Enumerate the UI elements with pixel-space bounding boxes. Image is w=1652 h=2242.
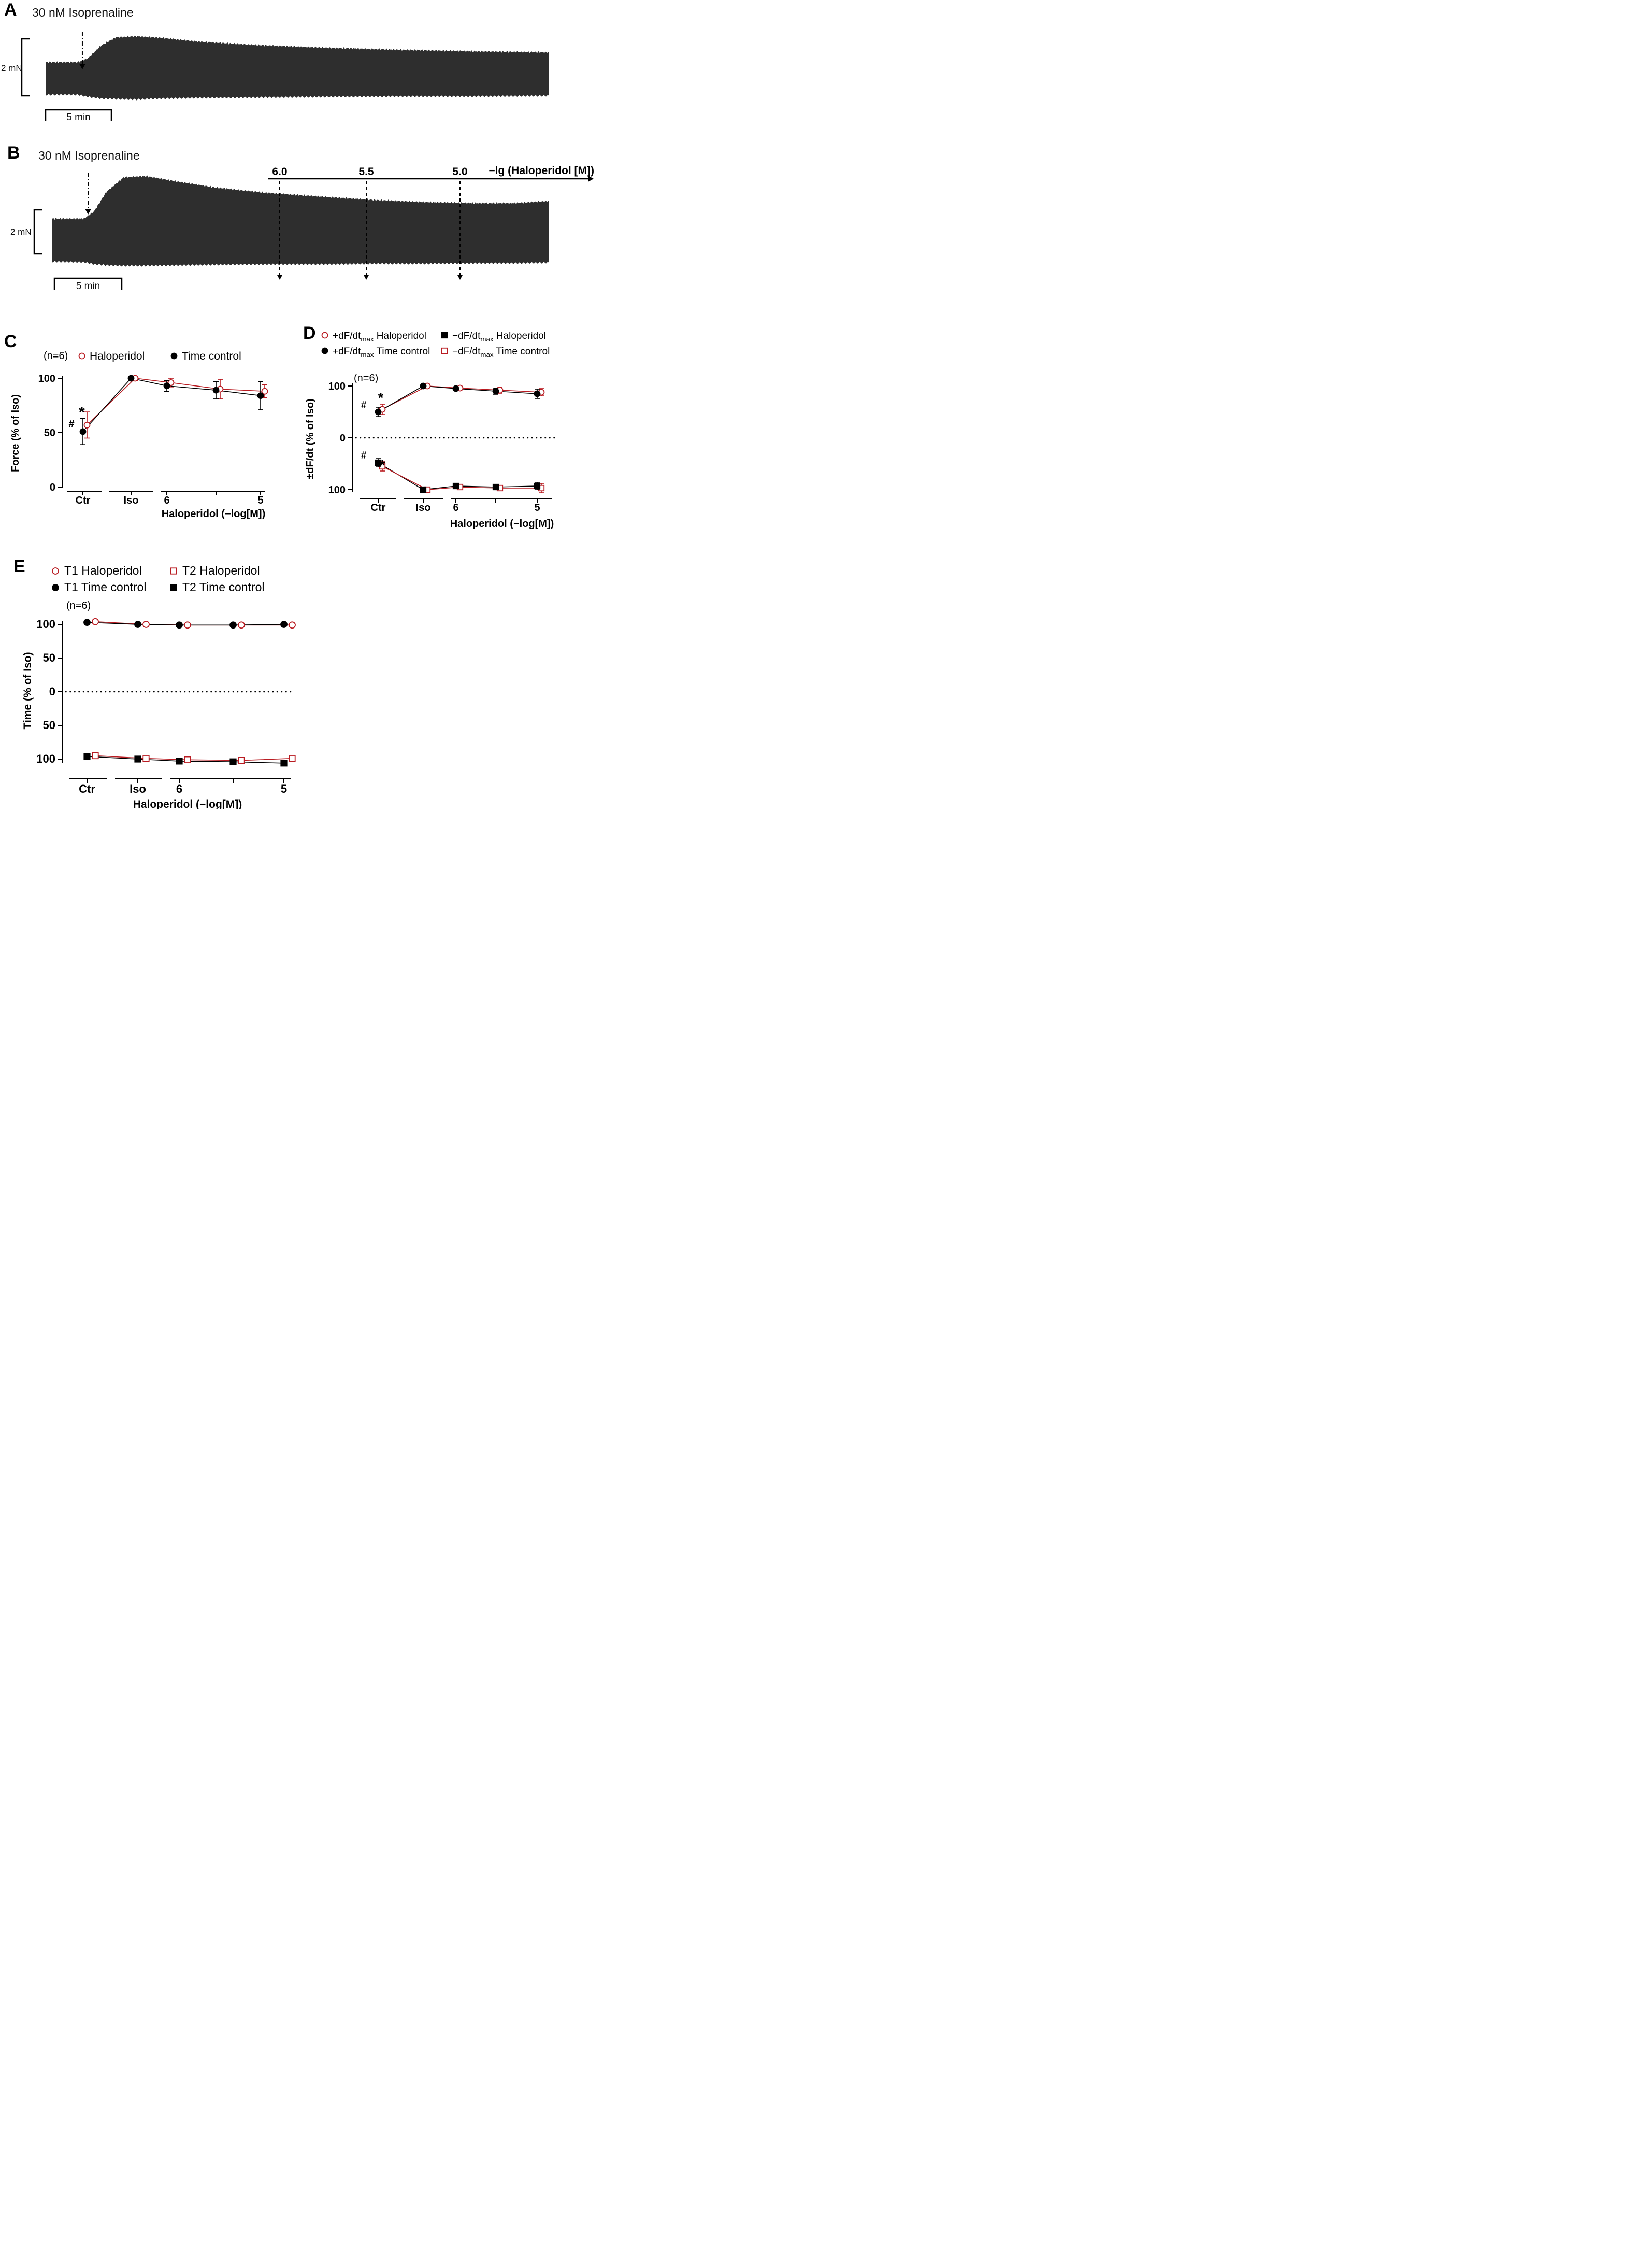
panel-b-time-scale-label: 5 min (76, 281, 100, 292)
svg-text:50: 50 (42, 651, 55, 664)
svg-text:Time control: Time control (182, 350, 241, 362)
svg-text:−dF/dtmax Time control: $-dF/dt_{max}$ Time control (452, 346, 550, 359)
svg-text:Haloperidol (−log[M]): Haloperidol (−log[M]) (161, 508, 266, 520)
svg-text:±dF/dt (% of Iso): ±dF/dt (% of Iso) (305, 398, 316, 479)
svg-text:100: 100 (36, 618, 55, 631)
svg-text:T1 Time control: T1 Time control (64, 580, 147, 594)
svg-text:*: * (379, 457, 385, 473)
svg-text:6: 6 (453, 502, 459, 513)
panel-b-conc-axis-label: −lg (Haloperidol [M]) (489, 165, 594, 177)
svg-text:6: 6 (164, 495, 170, 506)
svg-text:−dF/dtmax Haloperidol: $-dF/dt_{max}$ Haloperidol (452, 331, 546, 343)
panel-b-conc-tick-5-5: 5.5 (358, 166, 374, 178)
svg-text:Haloperidol (−log[M]): Haloperidol (−log[M]) (133, 798, 242, 810)
svg-text:0: 0 (49, 482, 55, 493)
panel-a-title: 30 nM Isoprenaline (32, 6, 134, 19)
panel-d-dfdt-chart (298, 324, 596, 531)
panel-b-letter: B (7, 143, 20, 163)
svg-text:(n=6): (n=6) (66, 600, 91, 611)
svg-text:100: 100 (36, 752, 55, 765)
panel-b-title: 30 nM Isoprenaline (38, 149, 140, 162)
svg-text:Ctr: Ctr (370, 502, 386, 513)
svg-text:Ctr: Ctr (75, 495, 91, 506)
svg-text:+dF/dtmax Haloperidol: $+dF/dt_{max}$ Haloperidol (333, 331, 426, 343)
panel-a-time-scale-label: 5 min (66, 112, 91, 123)
svg-text:Ctr: Ctr (79, 782, 95, 795)
svg-text:(n=6): (n=6) (354, 373, 379, 384)
svg-text:50: 50 (44, 427, 55, 439)
svg-text:100: 100 (328, 484, 346, 496)
svg-text:Haloperidol: Haloperidol (90, 350, 145, 362)
svg-text:5: 5 (280, 782, 288, 795)
panel-b-conc-tick-5: 5.0 (452, 166, 468, 178)
panel-b-force-scale-label: 2 mN (10, 227, 32, 237)
svg-text:(n=6): (n=6) (44, 350, 68, 362)
svg-text:Time (% of Iso): Time (% of Iso) (22, 652, 34, 730)
svg-text:#: # (361, 450, 367, 461)
panel-e-time-chart (5, 557, 342, 809)
svg-text:Iso: Iso (123, 495, 139, 506)
svg-text:5: 5 (257, 495, 264, 506)
svg-text:0: 0 (49, 685, 55, 698)
svg-text:T1 Haloperidol: T1 Haloperidol (64, 564, 142, 577)
svg-text:*: * (79, 404, 85, 421)
svg-text:100: 100 (38, 373, 55, 384)
svg-text:Haloperidol (−log[M]): Haloperidol (−log[M]) (450, 518, 554, 530)
svg-text:T2 Time control: T2 Time control (182, 580, 265, 594)
svg-text:*: * (378, 390, 384, 406)
svg-text:#: # (68, 418, 75, 430)
svg-text:#: # (361, 400, 367, 411)
panel-b-conc-tick-6: 6.0 (272, 166, 288, 178)
svg-text:100: 100 (328, 381, 346, 392)
panel-a-trace-chart (0, 21, 596, 127)
svg-text:50: 50 (42, 719, 55, 732)
panel-e-letter: E (13, 556, 25, 576)
svg-text:+dF/dtmax Time control: $+dF/dt_{max}$ Time control (333, 346, 430, 359)
svg-text:6: 6 (176, 782, 183, 795)
figure-root (0, 0, 596, 809)
panel-a-letter: A (4, 0, 17, 20)
panel-c-force-chart (0, 332, 300, 534)
svg-text:Iso: Iso (130, 782, 146, 795)
svg-text:0: 0 (339, 433, 346, 444)
panel-d-letter: D (303, 323, 316, 343)
panel-c-letter: C (4, 332, 17, 351)
panel-a-force-scale-label: 2 mN (1, 63, 22, 73)
svg-text:T2 Haloperidol: T2 Haloperidol (182, 564, 260, 577)
svg-text:5: 5 (534, 502, 540, 513)
svg-text:Force (% of Iso): Force (% of Iso) (10, 394, 21, 473)
svg-text:Iso: Iso (415, 502, 431, 513)
